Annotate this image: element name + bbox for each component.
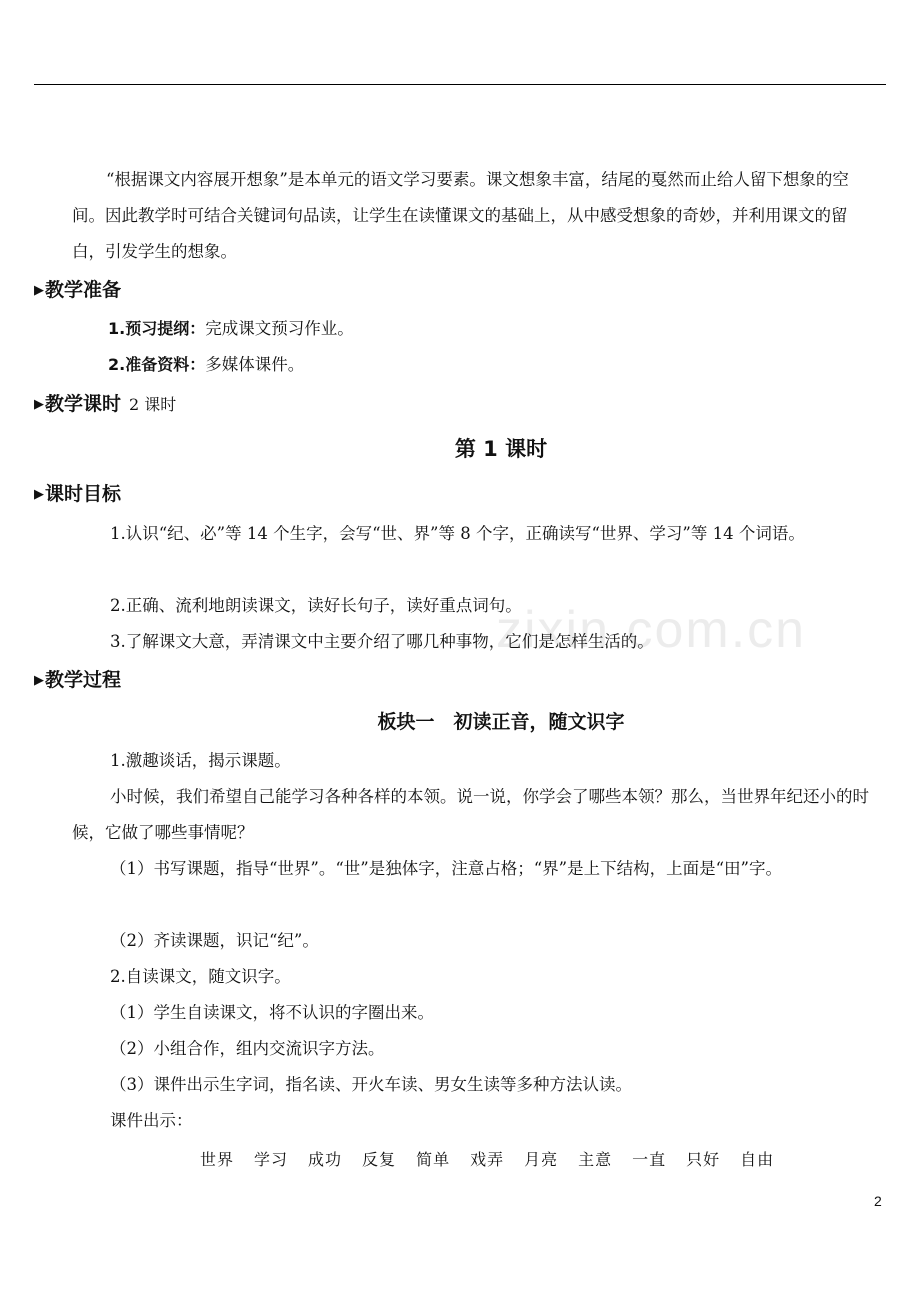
section-heading-process	[34, 667, 121, 694]
vocab-word: 戏弄	[470, 1150, 505, 1169]
process-line: （3）课件出示生字词，指名读、开火车读、男女生读等多种方法认读。	[110, 1075, 632, 1094]
page-number: 2	[874, 1193, 882, 1209]
watermark: zixin.com.cn	[496, 601, 807, 659]
vocab-word: 一直	[632, 1150, 667, 1169]
hours-heading-text: 教学课时	[45, 393, 122, 415]
triangle-bullet-icon: ▶	[34, 487, 44, 502]
vocab-word: 学习	[254, 1150, 289, 1169]
intro-paragraph: “根据课文内容展开想象”是本单元的语文学习要素。课文想象丰富，结尾的戛然而止给人留下想象的空间。因此教学时可结合关键词句品读，让学生在读懂课文的基础上，从中感受想象的奇妙，并利用课文的留白，引发学生的想象。	[72, 170, 849, 261]
vocabulary-list	[200, 1147, 794, 1173]
vocab-word: 反复	[362, 1150, 397, 1169]
vocab-word: 只好	[686, 1150, 721, 1169]
header-rule	[34, 84, 886, 85]
vocab-word: 成功	[308, 1150, 343, 1169]
process-heading-text: 教学过程	[45, 669, 122, 691]
process-line: 2.自读课文，随文识字。	[110, 967, 291, 986]
prep-heading-text: 教学准备	[45, 279, 122, 301]
prep-item-label: 1.预习提纲：	[108, 319, 206, 338]
prep-item	[108, 352, 304, 378]
triangle-bullet-icon: ▶	[34, 397, 44, 412]
process-line: 1.激趣谈话，揭示课题。	[110, 751, 291, 770]
vocab-word: 简单	[416, 1150, 451, 1169]
goals-heading-text: 课时目标	[45, 483, 122, 505]
process-line: （2）齐读课题，识记“纪”。	[110, 931, 319, 950]
goal-item: 2.正确、流利地朗读课文，读好长句子，读好重点词句。	[110, 596, 522, 615]
block-title: 板块一 初读正音，随文识字	[377, 711, 625, 733]
vocab-word: 自由	[740, 1150, 775, 1169]
section-heading-hours	[34, 391, 176, 418]
hours-value: 2 课时	[129, 395, 177, 414]
vocab-word: 世界	[200, 1150, 235, 1169]
triangle-bullet-icon: ▶	[34, 283, 44, 298]
prep-item-text: 完成课文预习作业。	[205, 319, 354, 338]
lesson-title: 第 1 课时	[454, 437, 548, 461]
section-heading-prep	[34, 277, 121, 304]
goal-item: 1.认识“纪、必”等 14 个生字，会写“世、界”等 8 个字，正确读写“世界、学习”等 14 个词语。	[110, 524, 805, 543]
prep-item-label: 2.准备资料：	[108, 355, 206, 374]
process-line: （1）学生自读课文，将不认识的字圈出来。	[110, 1003, 434, 1022]
process-line: （2）小组合作，组内交流识字方法。	[110, 1039, 385, 1058]
vocab-word: 主意	[578, 1150, 613, 1169]
triangle-bullet-icon: ▶	[34, 673, 44, 688]
prep-item-text: 多媒体课件。	[205, 355, 305, 374]
section-heading-goals	[34, 481, 121, 508]
process-line: （1）书写课题，指导“世界”。“世”是独体字，注意占格；“界”是上下结构，上面是“田”字。	[110, 859, 782, 878]
goal-item: 3.了解课文大意，弄清课文中主要介绍了哪几种事物，它们是怎样生活的。	[110, 632, 654, 651]
process-line: 课件出示：	[110, 1111, 193, 1130]
vocab-word: 月亮	[524, 1150, 559, 1169]
prep-item	[108, 316, 354, 342]
process-line: 小时候，我们希望自己能学习各种各样的本领。说一说，你学会了哪些本领？那么，当世界年纪还小的时候，它做了哪些事情呢？	[72, 787, 869, 842]
